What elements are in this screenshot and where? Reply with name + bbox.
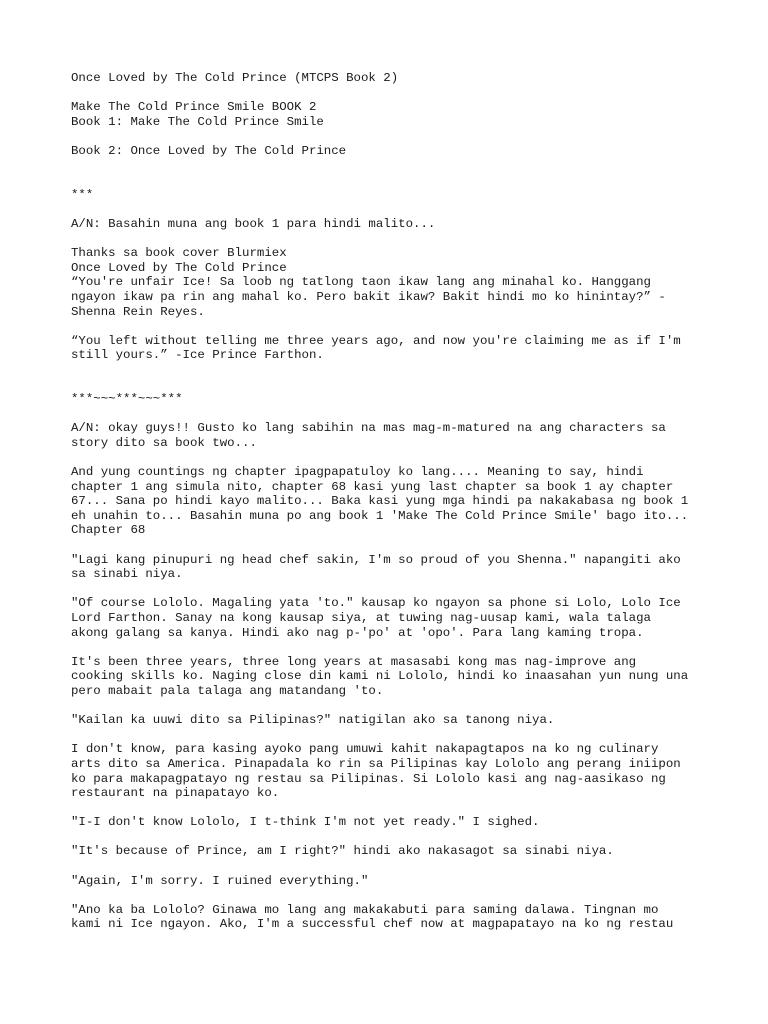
text-line: "Of course Lololo. Magaling yata 'to." kausap ko ngayon sa phone si Lolo, Lolo Ice bbox=[71, 596, 681, 611]
paragraph bbox=[71, 596, 731, 640]
text-line: "Ano ka ba Lololo? Ginawa mo lang ang makakabuti para saming dalawa. Tingnan mo bbox=[71, 902, 659, 917]
paragraph bbox=[71, 188, 731, 203]
paragraph-spacer bbox=[71, 888, 731, 903]
text-line: A/N: okay guys!! Gusto ko lang sabihin na mas mag-m-matured na ang characters sa bbox=[71, 421, 666, 436]
paragraph bbox=[71, 246, 731, 319]
paragraph bbox=[71, 655, 731, 699]
text-line: Make The Cold Prince Smile BOOK 2 bbox=[71, 100, 317, 115]
paragraph bbox=[71, 421, 731, 450]
text-line: Chapter 68 bbox=[71, 523, 146, 538]
text-line: A/N: Basahin muna ang book 1 para hindi malito... bbox=[71, 216, 436, 231]
text-line: story dito sa book two... bbox=[71, 435, 257, 450]
paragraph bbox=[71, 874, 731, 889]
text-line: I don't know, para kasing ayoko pang umuwi kahit nakapagtapos na ko ng culinary bbox=[71, 742, 659, 757]
text-line: ko para makapagpatayo ng restau sa Pilipinas. Si Lololo kasi ang nag-aasikaso ng bbox=[71, 771, 666, 786]
text-line: still yours.” -Ice Prince Farthon. bbox=[71, 348, 324, 363]
paragraph bbox=[71, 713, 731, 728]
document-page bbox=[71, 71, 731, 932]
paragraph bbox=[71, 903, 731, 932]
paragraph-spacer bbox=[71, 538, 731, 553]
paragraph-spacer bbox=[71, 363, 731, 392]
text-line: eh unahin to... Basahin muna po ang book 1 'Make The Cold Prince Smile' bago ito... bbox=[71, 508, 689, 523]
paragraph-spacer bbox=[71, 859, 731, 874]
text-line: “You left without telling me three years ago, and now you're claiming me as if I'm bbox=[71, 333, 681, 348]
paragraph-spacer bbox=[71, 728, 731, 743]
text-line: It's been three years, three long years at masasabi kong mas nag-improve ang bbox=[71, 654, 637, 669]
paragraph bbox=[71, 553, 731, 582]
text-line: Shenna Rein Reyes. bbox=[71, 304, 205, 319]
paragraph-spacer bbox=[71, 319, 731, 334]
paragraph-spacer bbox=[71, 699, 731, 714]
text-line: Book 1: Make The Cold Prince Smile bbox=[71, 114, 324, 129]
paragraph-spacer bbox=[71, 640, 731, 655]
text-line: chapter 1 ang simula nito, chapter 68 kasi yung last chapter sa book 1 ay chapter bbox=[71, 479, 674, 494]
text-line: restaurant na pinapatayo ko. bbox=[71, 786, 280, 801]
paragraph-spacer bbox=[71, 159, 731, 188]
text-line: Book 2: Once Loved by The Cold Prince bbox=[71, 143, 347, 158]
text-line: kami ni Ice ngayon. Ako, I'm a successful chef now at magpapatayo na ko ng restau bbox=[71, 917, 674, 932]
text-line: Thanks sa book cover Blurmiex bbox=[71, 246, 287, 261]
paragraph bbox=[71, 392, 731, 407]
document-title bbox=[71, 71, 731, 86]
text-line: “You're unfair Ice! Sa loob ng tatlong taon ikaw lang ang minahal ko. Hanggang bbox=[71, 275, 651, 290]
text-line: "Kailan ka uuwi dito sa Pilipinas?" natigilan ako sa tanong niya. bbox=[71, 713, 555, 728]
paragraph-spacer bbox=[71, 801, 731, 816]
text-line: ***~~~***~~~*** bbox=[71, 392, 183, 407]
text-line: Lord Farthon. Sanay na kong kausap siya, at tuwing nag-uusap kami, wala talaga bbox=[71, 610, 651, 625]
paragraph-spacer bbox=[71, 450, 731, 465]
text-line: ngayon ikaw pa rin ang mahal ko. Pero bakit ikaw? Bakit hindi mo ko hinintay?” - bbox=[71, 289, 666, 304]
text-line: *** bbox=[71, 187, 94, 202]
paragraph-spacer bbox=[71, 232, 731, 247]
text-line: And yung countings ng chapter ipagpapatuloy ko lang.... Meaning to say, hindi bbox=[71, 465, 644, 480]
text-line: Once Loved by The Cold Prince (MTCPS Book 2) bbox=[71, 71, 399, 85]
paragraph bbox=[71, 742, 731, 800]
paragraph-spacer bbox=[71, 129, 731, 144]
text-line: arts dito sa America. Pinapadala ko rin sa Pilipinas kay Lololo ang perang iniipon bbox=[71, 756, 681, 771]
paragraph-spacer bbox=[71, 830, 731, 845]
paragraph-spacer bbox=[71, 86, 731, 101]
paragraph bbox=[71, 100, 731, 129]
paragraph-spacer bbox=[71, 582, 731, 597]
text-line: "I-I don't know Lololo, I t-think I'm not yet ready." I sighed. bbox=[71, 815, 540, 830]
text-line: "Lagi kang pinupuri ng head chef sakin, I'm so proud of you Shenna." napangiti ako bbox=[71, 552, 681, 567]
paragraph bbox=[71, 465, 731, 538]
paragraph bbox=[71, 334, 731, 363]
paragraph bbox=[71, 144, 731, 159]
paragraph-spacer bbox=[71, 407, 731, 422]
text-line: "It's because of Prince, am I right?" hindi ako nakasagot sa sinabi niya. bbox=[71, 844, 614, 859]
text-line: 67... Sana po hindi kayo malito... Baka kasi yung mga hindi pa nakakabasa ng book 1 bbox=[71, 494, 689, 509]
text-line: pero mabait pala talaga ang matandang 'to. bbox=[71, 683, 384, 698]
text-line: cooking skills ko. Naging close din kami ni Lololo, hindi ko inaasahan yun nung una bbox=[71, 669, 689, 684]
paragraph-spacer bbox=[71, 202, 731, 217]
text-line: "Again, I'm sorry. I ruined everything." bbox=[71, 873, 369, 888]
paragraph bbox=[71, 844, 731, 859]
paragraph bbox=[71, 217, 731, 232]
text-line: sa sinabi niya. bbox=[71, 567, 183, 582]
text-line: Once Loved by The Cold Prince bbox=[71, 260, 287, 275]
paragraph bbox=[71, 815, 731, 830]
text-line: akong galang sa kanya. Hindi ako nag p-'po' at 'opo'. Para lang kaming tropa. bbox=[71, 625, 644, 640]
